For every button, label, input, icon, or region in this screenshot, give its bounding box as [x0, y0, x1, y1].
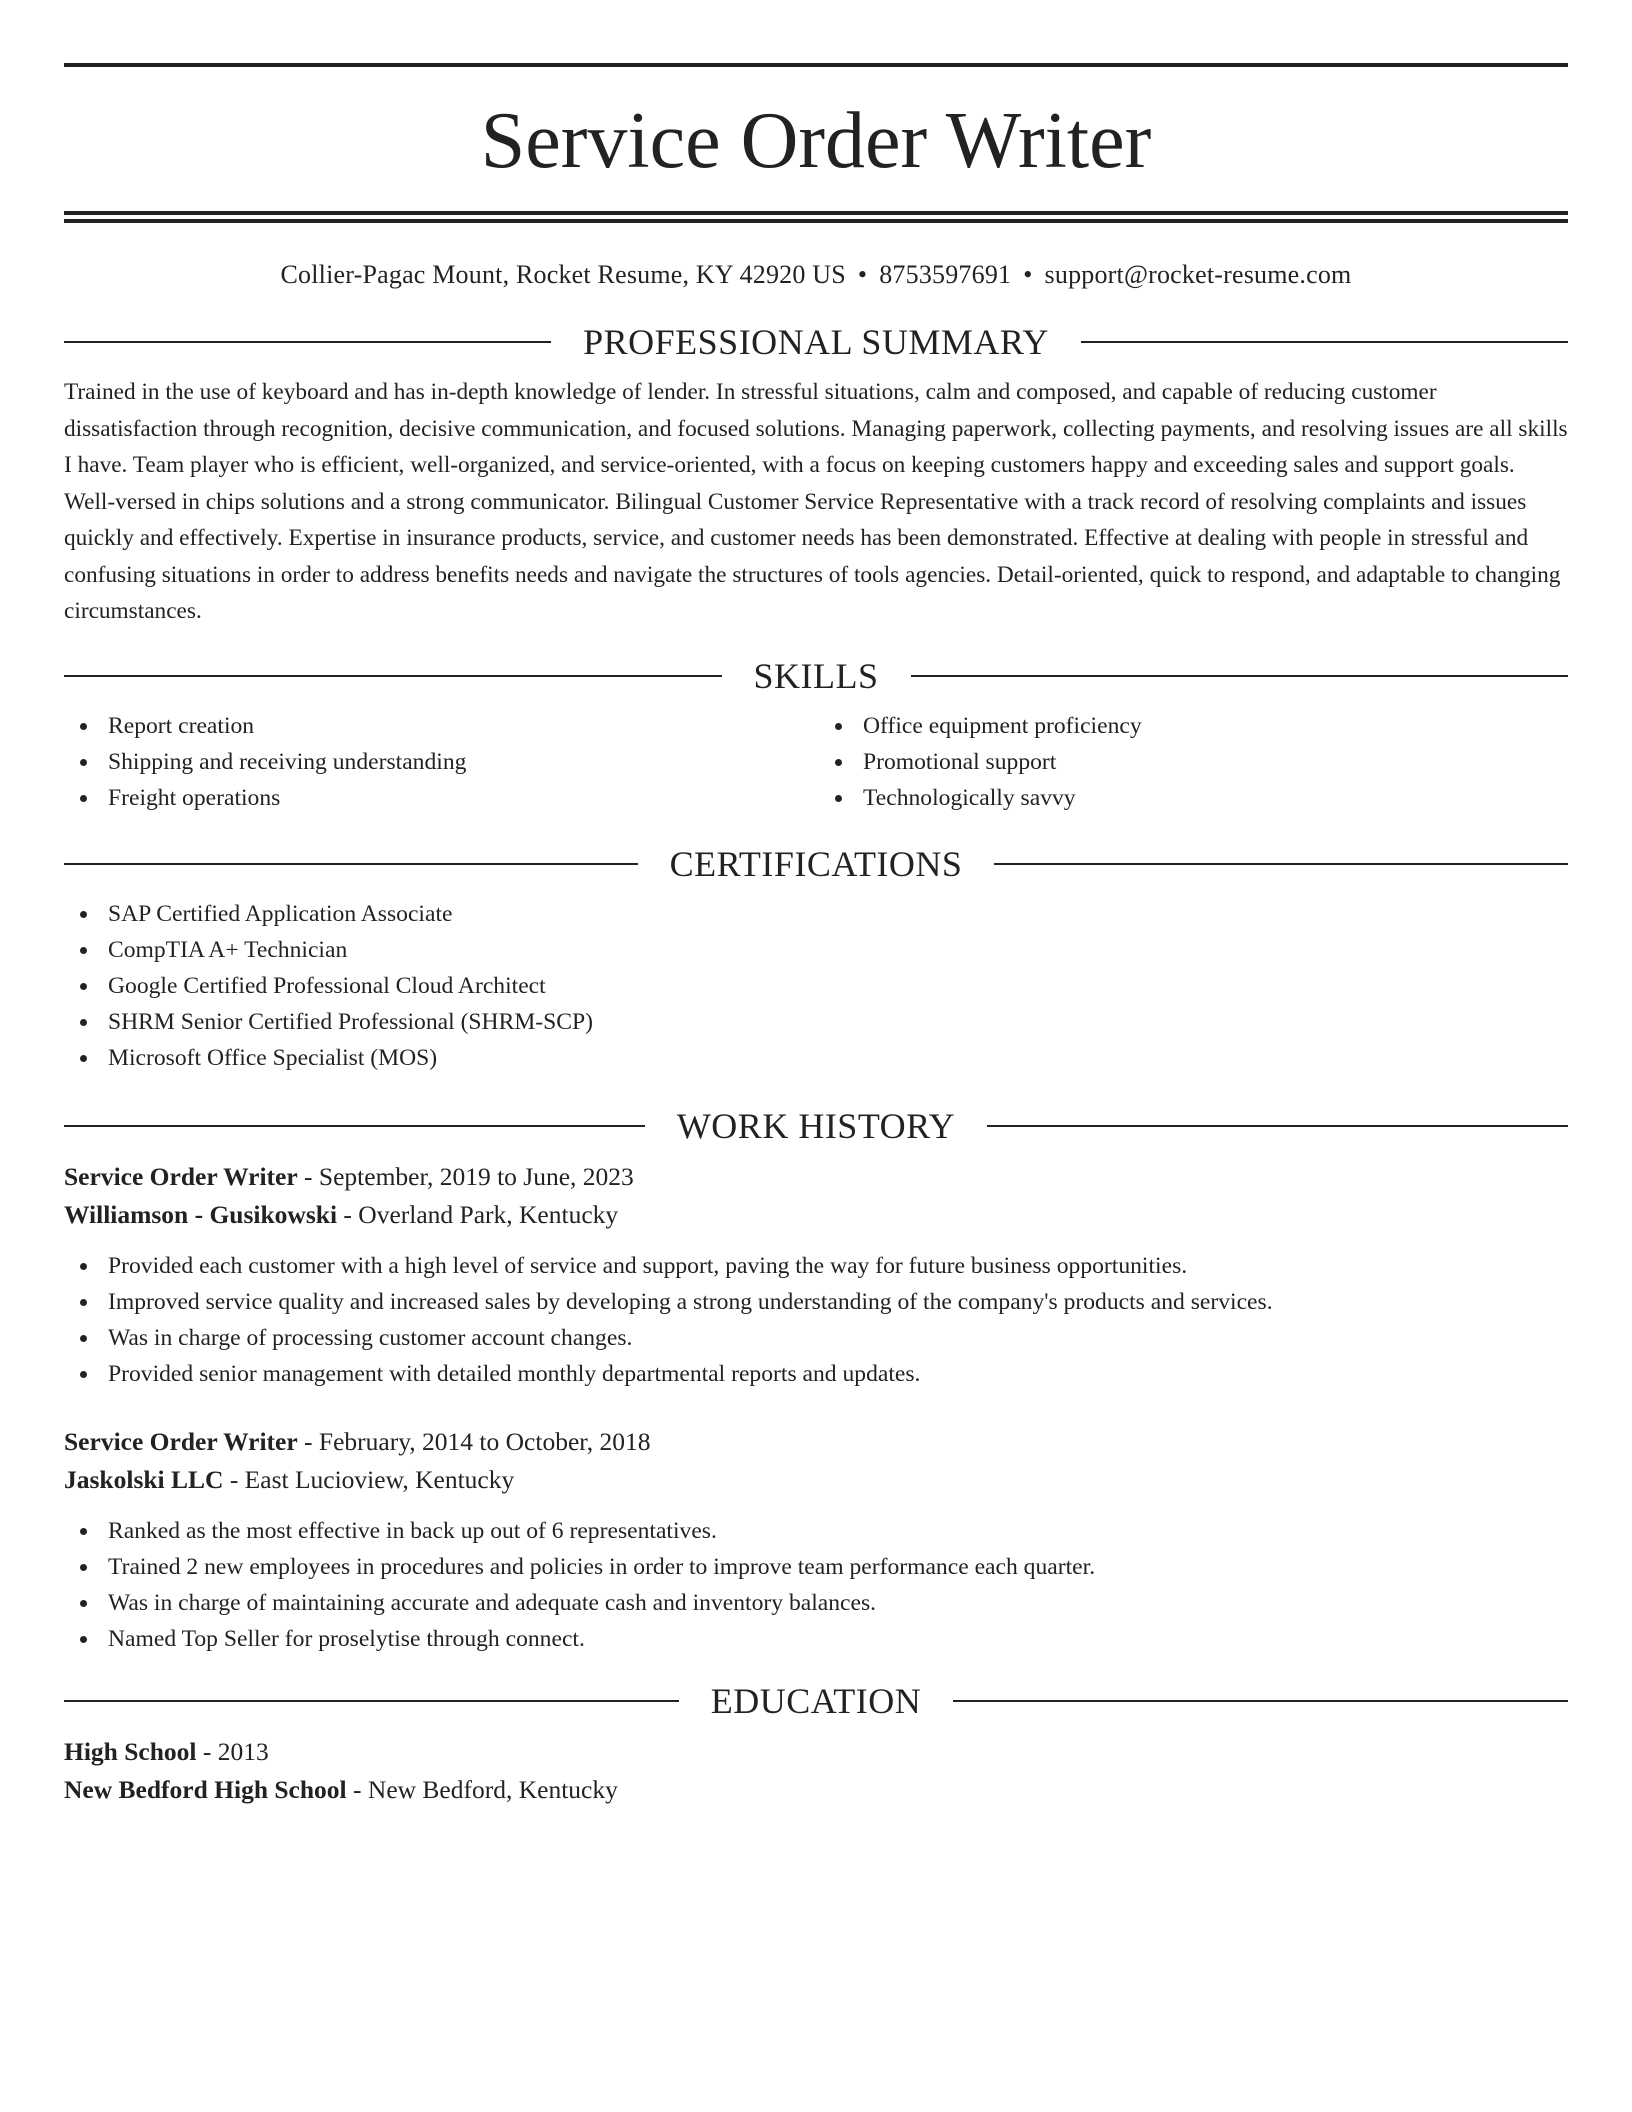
education-degree-line: [64, 1733, 1568, 1772]
skills-column-right: [813, 708, 1568, 816]
job-entry: [64, 1423, 1568, 1657]
heading-rule: [64, 1700, 679, 1702]
skills-column-left: [64, 708, 813, 816]
job-title-line: [64, 1158, 1568, 1197]
education-school: New Bedford High School: [64, 1775, 347, 1804]
job-title: Service Order Writer: [64, 1161, 298, 1191]
duty-item: Named Top Seller for proselytise through connect.: [64, 1621, 1568, 1657]
contact-address: Collier-Pagac Mount, Rocket Resume, KY 42920 US: [280, 260, 846, 289]
job-duties: [64, 1513, 1568, 1657]
job-duties: [64, 1248, 1568, 1392]
heading-rule: [994, 863, 1568, 865]
certification-item: CompTIA A+ Technician: [64, 932, 1568, 968]
education-location: - New Bedford, Kentucky: [346, 1775, 618, 1804]
skills-list: [64, 708, 1568, 816]
heading-rule: [1081, 341, 1568, 343]
duty-item: Trained 2 new employees in procedures and policies in order to improve team performance each quarter.: [64, 1549, 1568, 1585]
skill-item: Promotional support: [819, 744, 1568, 780]
job-company: Jaskolski LLC: [64, 1465, 224, 1494]
job-entry: [64, 1158, 1568, 1392]
skill-item: Technologically savvy: [819, 780, 1568, 816]
certification-item: SHRM Senior Certified Professional (SHRM-SCP): [64, 1004, 1568, 1040]
job-dates: - February, 2014 to October, 2018: [297, 1426, 651, 1456]
section-heading-skills: [64, 655, 1568, 696]
skill-item: Report creation: [64, 708, 813, 744]
summary-heading: PROFESSIONAL SUMMARY: [583, 322, 1049, 362]
contact-line: [64, 260, 1568, 290]
contact-email: support@rocket-resume.com: [1044, 260, 1352, 289]
certification-item: SAP Certified Application Associate: [64, 896, 1568, 932]
duty-item: Ranked as the most effective in back up out of 6 representatives.: [64, 1513, 1568, 1549]
job-dates: - September, 2019 to June, 2023: [297, 1161, 634, 1191]
section-heading-work: [64, 1105, 1568, 1146]
page-title: Service Order Writer: [480, 97, 1152, 185]
job-title-line: [64, 1423, 1568, 1462]
skill-item: Office equipment proficiency: [819, 708, 1568, 744]
job-company-line: [64, 1461, 1568, 1500]
education-school-line: [64, 1771, 1568, 1810]
skills-heading: SKILLS: [753, 655, 879, 696]
section-heading-summary: [64, 324, 1568, 360]
heading-rule: [911, 675, 1569, 677]
contact-phone: 8753597691: [879, 260, 1012, 289]
duty-item: Improved service quality and increased sales by developing a strong understanding of the company's products and services.: [64, 1284, 1568, 1320]
certifications-list: [64, 896, 1568, 1076]
skill-item: Shipping and receiving understanding: [64, 744, 813, 780]
heading-rule: [64, 341, 551, 343]
job-location: - Overland Park, Kentucky: [337, 1200, 619, 1229]
section-heading-certifications: [64, 843, 1568, 884]
duty-item: Was in charge of processing customer account changes.: [64, 1320, 1568, 1356]
title-double-rule: [64, 211, 1568, 223]
duty-item: Provided each customer with a high level of service and support, paving the way for future business opportunities.: [64, 1248, 1568, 1284]
summary-text: Trained in the use of keyboard and has in-depth knowledge of lender. In stressful situations, calm and composed, and capable of reducing customer dissatisfaction through recognition, decisive communication, and focused solutions. Managing paperwork, collecting payments, and resolving issues are all skills I have. Team player who is efficient, well-organized, and service-oriented, with a focus on keeping customers happy and exceeding sales and support goals. Well-versed in chips solutions and a strong communicator. Bilingual Customer Service Representative with a track record of resolving complaints and issues quickly and effectively. Expertise in insurance products, service, and customer needs has been demonstrated. Effective at dealing with people in stressful and confusing situations in order to address benefits needs and navigate the structures of tools agencies. Detail-oriented, quick to respond, and adaptable to changing circumstances.: [64, 379, 1568, 624]
job-company-line: [64, 1196, 1568, 1235]
education-heading: EDUCATION: [710, 1680, 922, 1721]
heading-rule: [64, 675, 722, 677]
duty-item: Was in charge of maintaining accurate and adequate cash and inventory balances.: [64, 1585, 1568, 1621]
work-heading: WORK HISTORY: [676, 1105, 956, 1146]
certifications-heading: CERTIFICATIONS: [669, 843, 963, 884]
certification-item: Google Certified Professional Cloud Architect: [64, 968, 1568, 1004]
certification-item: Microsoft Office Specialist (MOS): [64, 1040, 1568, 1076]
heading-rule: [64, 1125, 645, 1127]
contact-separator: •: [857, 260, 868, 289]
education-year: - 2013: [196, 1736, 269, 1766]
section-heading-education: [64, 1680, 1568, 1721]
heading-rule: [987, 1125, 1568, 1127]
job-title: Service Order Writer: [64, 1426, 298, 1456]
heading-rule: [953, 1700, 1568, 1702]
skill-item: Freight operations: [64, 780, 813, 816]
duty-item: Provided senior management with detailed monthly departmental reports and updates.: [64, 1356, 1568, 1392]
heading-rule: [64, 863, 638, 865]
education-entry: [64, 1733, 1568, 1810]
contact-separator: •: [1023, 260, 1033, 289]
job-company: Williamson - Gusikowski: [64, 1200, 338, 1229]
education-degree: High School: [64, 1736, 197, 1766]
job-location: - East Lucioview, Kentucky: [223, 1465, 515, 1494]
